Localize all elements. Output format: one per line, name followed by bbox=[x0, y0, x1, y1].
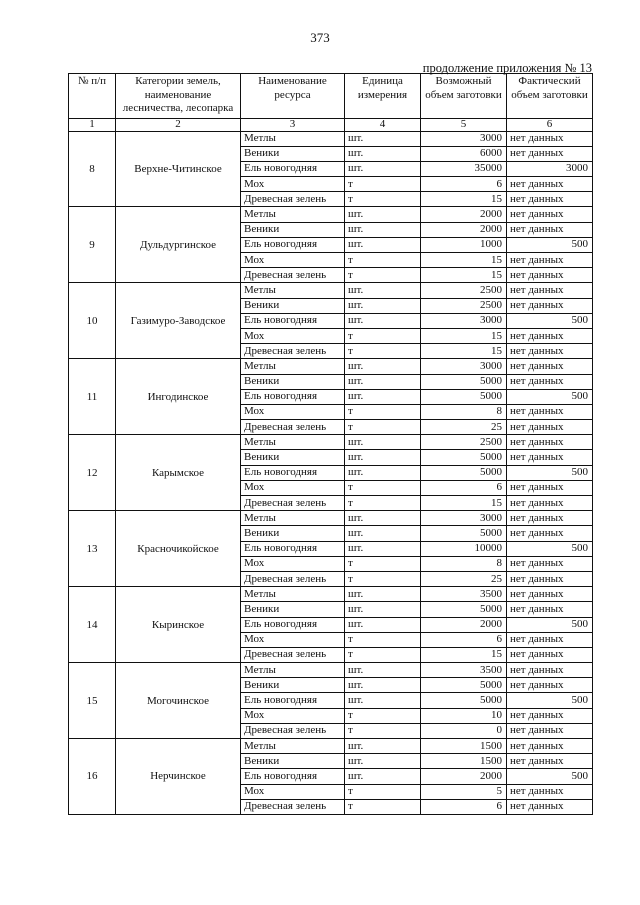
actual-volume: нет данных bbox=[507, 647, 593, 662]
possible-volume: 15 bbox=[421, 192, 507, 207]
possible-volume: 1500 bbox=[421, 754, 507, 769]
unit-cell: шт. bbox=[345, 663, 421, 678]
possible-volume: 5 bbox=[421, 784, 507, 799]
unit-cell: шт. bbox=[345, 739, 421, 754]
actual-volume: нет данных bbox=[507, 571, 593, 586]
table-body bbox=[69, 131, 593, 814]
appendix-caption: продолжение приложения № 13 bbox=[422, 61, 592, 75]
unit-cell: т bbox=[345, 268, 421, 283]
unit-cell: шт. bbox=[345, 131, 421, 146]
possible-volume: 5000 bbox=[421, 526, 507, 541]
resource-name: Ель новогодняя bbox=[241, 389, 345, 404]
row-number: 11 bbox=[69, 359, 116, 435]
resource-name: Древесная зелень bbox=[241, 496, 345, 511]
resource-name: Мох bbox=[241, 556, 345, 571]
unit-cell: шт. bbox=[345, 693, 421, 708]
actual-volume: 500 bbox=[507, 313, 593, 328]
actual-volume: нет данных bbox=[507, 268, 593, 283]
actual-volume: нет данных bbox=[507, 283, 593, 298]
possible-volume: 5000 bbox=[421, 465, 507, 480]
possible-volume: 15 bbox=[421, 268, 507, 283]
resource-name: Мох bbox=[241, 708, 345, 723]
forestry-name: Верхне-Читинское bbox=[116, 131, 241, 207]
actual-volume: нет данных bbox=[507, 344, 593, 359]
possible-volume: 25 bbox=[421, 420, 507, 435]
possible-volume: 2000 bbox=[421, 222, 507, 237]
unit-cell: т bbox=[345, 784, 421, 799]
possible-volume: 3500 bbox=[421, 587, 507, 602]
unit-cell: т bbox=[345, 253, 421, 268]
resource-name: Древесная зелень bbox=[241, 647, 345, 662]
unit-cell: т bbox=[345, 404, 421, 419]
column-number: 6 bbox=[507, 118, 593, 131]
table-row bbox=[69, 359, 593, 374]
actual-volume: нет данных bbox=[507, 587, 593, 602]
actual-volume: нет данных bbox=[507, 632, 593, 647]
unit-cell: шт. bbox=[345, 769, 421, 784]
unit-cell: шт. bbox=[345, 313, 421, 328]
resources-table bbox=[68, 73, 593, 815]
actual-volume: нет данных bbox=[507, 131, 593, 146]
actual-volume: нет данных bbox=[507, 420, 593, 435]
actual-volume: нет данных bbox=[507, 177, 593, 192]
unit-cell: шт. bbox=[345, 450, 421, 465]
possible-volume: 3000 bbox=[421, 359, 507, 374]
actual-volume: нет данных bbox=[507, 556, 593, 571]
possible-volume: 3000 bbox=[421, 131, 507, 146]
possible-volume: 5000 bbox=[421, 450, 507, 465]
resource-name: Древесная зелень bbox=[241, 268, 345, 283]
possible-volume: 2000 bbox=[421, 207, 507, 222]
column-number: 5 bbox=[421, 118, 507, 131]
actual-volume: нет данных bbox=[507, 207, 593, 222]
unit-cell: шт. bbox=[345, 678, 421, 693]
resource-name: Метлы bbox=[241, 435, 345, 450]
resource-name: Метлы bbox=[241, 207, 345, 222]
resource-name: Древесная зелень bbox=[241, 571, 345, 586]
unit-cell: т bbox=[345, 723, 421, 738]
possible-volume: 5000 bbox=[421, 374, 507, 389]
actual-volume: нет данных bbox=[507, 480, 593, 495]
actual-volume: нет данных bbox=[507, 754, 593, 769]
possible-volume: 15 bbox=[421, 647, 507, 662]
resource-name: Веники bbox=[241, 602, 345, 617]
resource-name: Метлы bbox=[241, 739, 345, 754]
actual-volume: нет данных bbox=[507, 435, 593, 450]
actual-volume: нет данных bbox=[507, 511, 593, 526]
actual-volume: 500 bbox=[507, 617, 593, 632]
resource-name: Метлы bbox=[241, 587, 345, 602]
possible-volume: 25 bbox=[421, 571, 507, 586]
unit-cell: т bbox=[345, 328, 421, 343]
unit-cell: шт. bbox=[345, 541, 421, 556]
table-row bbox=[69, 283, 593, 298]
possible-volume: 10 bbox=[421, 708, 507, 723]
header-number: № п/п bbox=[69, 74, 116, 119]
unit-cell: шт. bbox=[345, 602, 421, 617]
resource-name: Ель новогодняя bbox=[241, 769, 345, 784]
forestry-name: Красночикойское bbox=[116, 511, 241, 587]
resource-name: Метлы bbox=[241, 283, 345, 298]
actual-volume: нет данных bbox=[507, 253, 593, 268]
unit-cell: т bbox=[345, 496, 421, 511]
actual-volume: нет данных bbox=[507, 298, 593, 313]
possible-volume: 5000 bbox=[421, 389, 507, 404]
actual-volume: нет данных bbox=[507, 404, 593, 419]
possible-volume: 5000 bbox=[421, 602, 507, 617]
possible-volume: 8 bbox=[421, 556, 507, 571]
resource-name: Веники bbox=[241, 298, 345, 313]
forestry-name: Нерчинское bbox=[116, 739, 241, 815]
unit-cell: т bbox=[345, 632, 421, 647]
possible-volume: 15 bbox=[421, 328, 507, 343]
resource-name: Мох bbox=[241, 253, 345, 268]
column-number: 4 bbox=[345, 118, 421, 131]
actual-volume: 500 bbox=[507, 389, 593, 404]
actual-volume: нет данных bbox=[507, 723, 593, 738]
table-row bbox=[69, 511, 593, 526]
resource-name: Мох bbox=[241, 328, 345, 343]
possible-volume: 35000 bbox=[421, 161, 507, 176]
unit-cell: т bbox=[345, 177, 421, 192]
possible-volume: 5000 bbox=[421, 693, 507, 708]
table-row bbox=[69, 739, 593, 754]
possible-volume: 6 bbox=[421, 177, 507, 192]
unit-cell: т bbox=[345, 192, 421, 207]
unit-cell: шт. bbox=[345, 389, 421, 404]
header-possible-volume: Возможный объем заготовки bbox=[421, 74, 507, 119]
actual-volume: 500 bbox=[507, 541, 593, 556]
resource-name: Ель новогодняя bbox=[241, 465, 345, 480]
possible-volume: 15 bbox=[421, 496, 507, 511]
resource-name: Ель новогодняя bbox=[241, 541, 345, 556]
actual-volume: 500 bbox=[507, 465, 593, 480]
possible-volume: 3000 bbox=[421, 313, 507, 328]
row-number: 10 bbox=[69, 283, 116, 359]
possible-volume: 15 bbox=[421, 344, 507, 359]
possible-volume: 5000 bbox=[421, 678, 507, 693]
unit-cell: шт. bbox=[345, 374, 421, 389]
resource-name: Ель новогодняя bbox=[241, 313, 345, 328]
unit-cell: шт. bbox=[345, 754, 421, 769]
resource-name: Древесная зелень bbox=[241, 192, 345, 207]
resource-name: Мох bbox=[241, 404, 345, 419]
header-row bbox=[69, 74, 593, 119]
possible-volume: 2500 bbox=[421, 435, 507, 450]
possible-volume: 8 bbox=[421, 404, 507, 419]
actual-volume: нет данных bbox=[507, 663, 593, 678]
resource-name: Веники bbox=[241, 754, 345, 769]
possible-volume: 2000 bbox=[421, 617, 507, 632]
actual-volume: нет данных bbox=[507, 784, 593, 799]
unit-cell: шт. bbox=[345, 237, 421, 252]
actual-volume: 3000 bbox=[507, 161, 593, 176]
unit-cell: т bbox=[345, 708, 421, 723]
resource-name: Метлы bbox=[241, 359, 345, 374]
actual-volume: нет данных bbox=[507, 328, 593, 343]
unit-cell: шт. bbox=[345, 161, 421, 176]
actual-volume: нет данных bbox=[507, 374, 593, 389]
resource-name: Метлы bbox=[241, 131, 345, 146]
resource-name: Мох bbox=[241, 632, 345, 647]
actual-volume: нет данных bbox=[507, 678, 593, 693]
possible-volume: 3500 bbox=[421, 663, 507, 678]
table-row bbox=[69, 663, 593, 678]
possible-volume: 6000 bbox=[421, 146, 507, 161]
header-category: Категории земель, наименование лесничества, лесопарка bbox=[116, 74, 241, 119]
possible-volume: 10000 bbox=[421, 541, 507, 556]
actual-volume: нет данных bbox=[507, 526, 593, 541]
actual-volume: нет данных bbox=[507, 359, 593, 374]
possible-volume: 2500 bbox=[421, 298, 507, 313]
unit-cell: шт. bbox=[345, 435, 421, 450]
unit-cell: шт. bbox=[345, 617, 421, 632]
table-row bbox=[69, 207, 593, 222]
column-number: 2 bbox=[116, 118, 241, 131]
unit-cell: шт. bbox=[345, 222, 421, 237]
unit-cell: шт. bbox=[345, 207, 421, 222]
column-number: 1 bbox=[69, 118, 116, 131]
resource-name: Ель новогодняя bbox=[241, 237, 345, 252]
resource-name: Древесная зелень bbox=[241, 799, 345, 814]
possible-volume: 6 bbox=[421, 799, 507, 814]
unit-cell: т bbox=[345, 571, 421, 586]
unit-cell: шт. bbox=[345, 526, 421, 541]
actual-volume: нет данных bbox=[507, 799, 593, 814]
resource-name: Веники bbox=[241, 146, 345, 161]
forestry-name: Газимуро-Заводское bbox=[116, 283, 241, 359]
row-number: 14 bbox=[69, 587, 116, 663]
row-number: 13 bbox=[69, 511, 116, 587]
resource-name: Ель новогодняя bbox=[241, 161, 345, 176]
row-number: 8 bbox=[69, 131, 116, 207]
forestry-name: Ингодинское bbox=[116, 359, 241, 435]
resource-name: Веники bbox=[241, 678, 345, 693]
row-number: 9 bbox=[69, 207, 116, 283]
header-unit: Единица измерения bbox=[345, 74, 421, 119]
resource-name: Веники bbox=[241, 374, 345, 389]
resource-name: Древесная зелень bbox=[241, 344, 345, 359]
unit-cell: шт. bbox=[345, 465, 421, 480]
actual-volume: нет данных bbox=[507, 739, 593, 754]
unit-cell: т bbox=[345, 647, 421, 662]
forestry-name: Кыринское bbox=[116, 587, 241, 663]
resource-name: Веники bbox=[241, 526, 345, 541]
resource-name: Мох bbox=[241, 480, 345, 495]
resource-name: Древесная зелень bbox=[241, 723, 345, 738]
possible-volume: 6 bbox=[421, 480, 507, 495]
resource-name: Древесная зелень bbox=[241, 420, 345, 435]
unit-cell: т bbox=[345, 344, 421, 359]
page-number: 373 bbox=[310, 30, 330, 45]
unit-cell: шт. bbox=[345, 587, 421, 602]
possible-volume: 6 bbox=[421, 632, 507, 647]
resource-name: Мох bbox=[241, 784, 345, 799]
header-resource: Наименование ресурса bbox=[241, 74, 345, 119]
actual-volume: нет данных bbox=[507, 450, 593, 465]
unit-cell: шт. bbox=[345, 146, 421, 161]
possible-volume: 3000 bbox=[421, 511, 507, 526]
forestry-name: Карымское bbox=[116, 435, 241, 511]
row-number: 15 bbox=[69, 663, 116, 739]
resource-name: Метлы bbox=[241, 663, 345, 678]
unit-cell: т bbox=[345, 556, 421, 571]
actual-volume: 500 bbox=[507, 237, 593, 252]
actual-volume: нет данных bbox=[507, 222, 593, 237]
actual-volume: 500 bbox=[507, 693, 593, 708]
resource-name: Ель новогодняя bbox=[241, 693, 345, 708]
unit-cell: т bbox=[345, 480, 421, 495]
unit-cell: т bbox=[345, 799, 421, 814]
header-actual-volume: Фактический объем заготовки bbox=[507, 74, 593, 119]
possible-volume: 1000 bbox=[421, 237, 507, 252]
unit-cell: шт. bbox=[345, 283, 421, 298]
possible-volume: 2000 bbox=[421, 769, 507, 784]
forestry-name: Дульдургинское bbox=[116, 207, 241, 283]
possible-volume: 1500 bbox=[421, 739, 507, 754]
possible-volume: 0 bbox=[421, 723, 507, 738]
unit-cell: т bbox=[345, 420, 421, 435]
possible-volume: 2500 bbox=[421, 283, 507, 298]
resource-name: Веники bbox=[241, 450, 345, 465]
resource-name: Ель новогодняя bbox=[241, 617, 345, 632]
row-number: 12 bbox=[69, 435, 116, 511]
resource-name: Мох bbox=[241, 177, 345, 192]
actual-volume: 500 bbox=[507, 769, 593, 784]
unit-cell: шт. bbox=[345, 298, 421, 313]
actual-volume: нет данных bbox=[507, 496, 593, 511]
resource-name: Метлы bbox=[241, 511, 345, 526]
row-number: 16 bbox=[69, 739, 116, 815]
unit-cell: шт. bbox=[345, 359, 421, 374]
actual-volume: нет данных bbox=[507, 708, 593, 723]
forestry-name: Могочинское bbox=[116, 663, 241, 739]
actual-volume: нет данных bbox=[507, 146, 593, 161]
unit-cell: шт. bbox=[345, 511, 421, 526]
resource-name: Веники bbox=[241, 222, 345, 237]
actual-volume: нет данных bbox=[507, 602, 593, 617]
possible-volume: 15 bbox=[421, 253, 507, 268]
actual-volume: нет данных bbox=[507, 192, 593, 207]
column-number: 3 bbox=[241, 118, 345, 131]
table-row bbox=[69, 131, 593, 146]
table-row bbox=[69, 435, 593, 450]
table-row bbox=[69, 587, 593, 602]
column-number-row bbox=[69, 118, 593, 131]
